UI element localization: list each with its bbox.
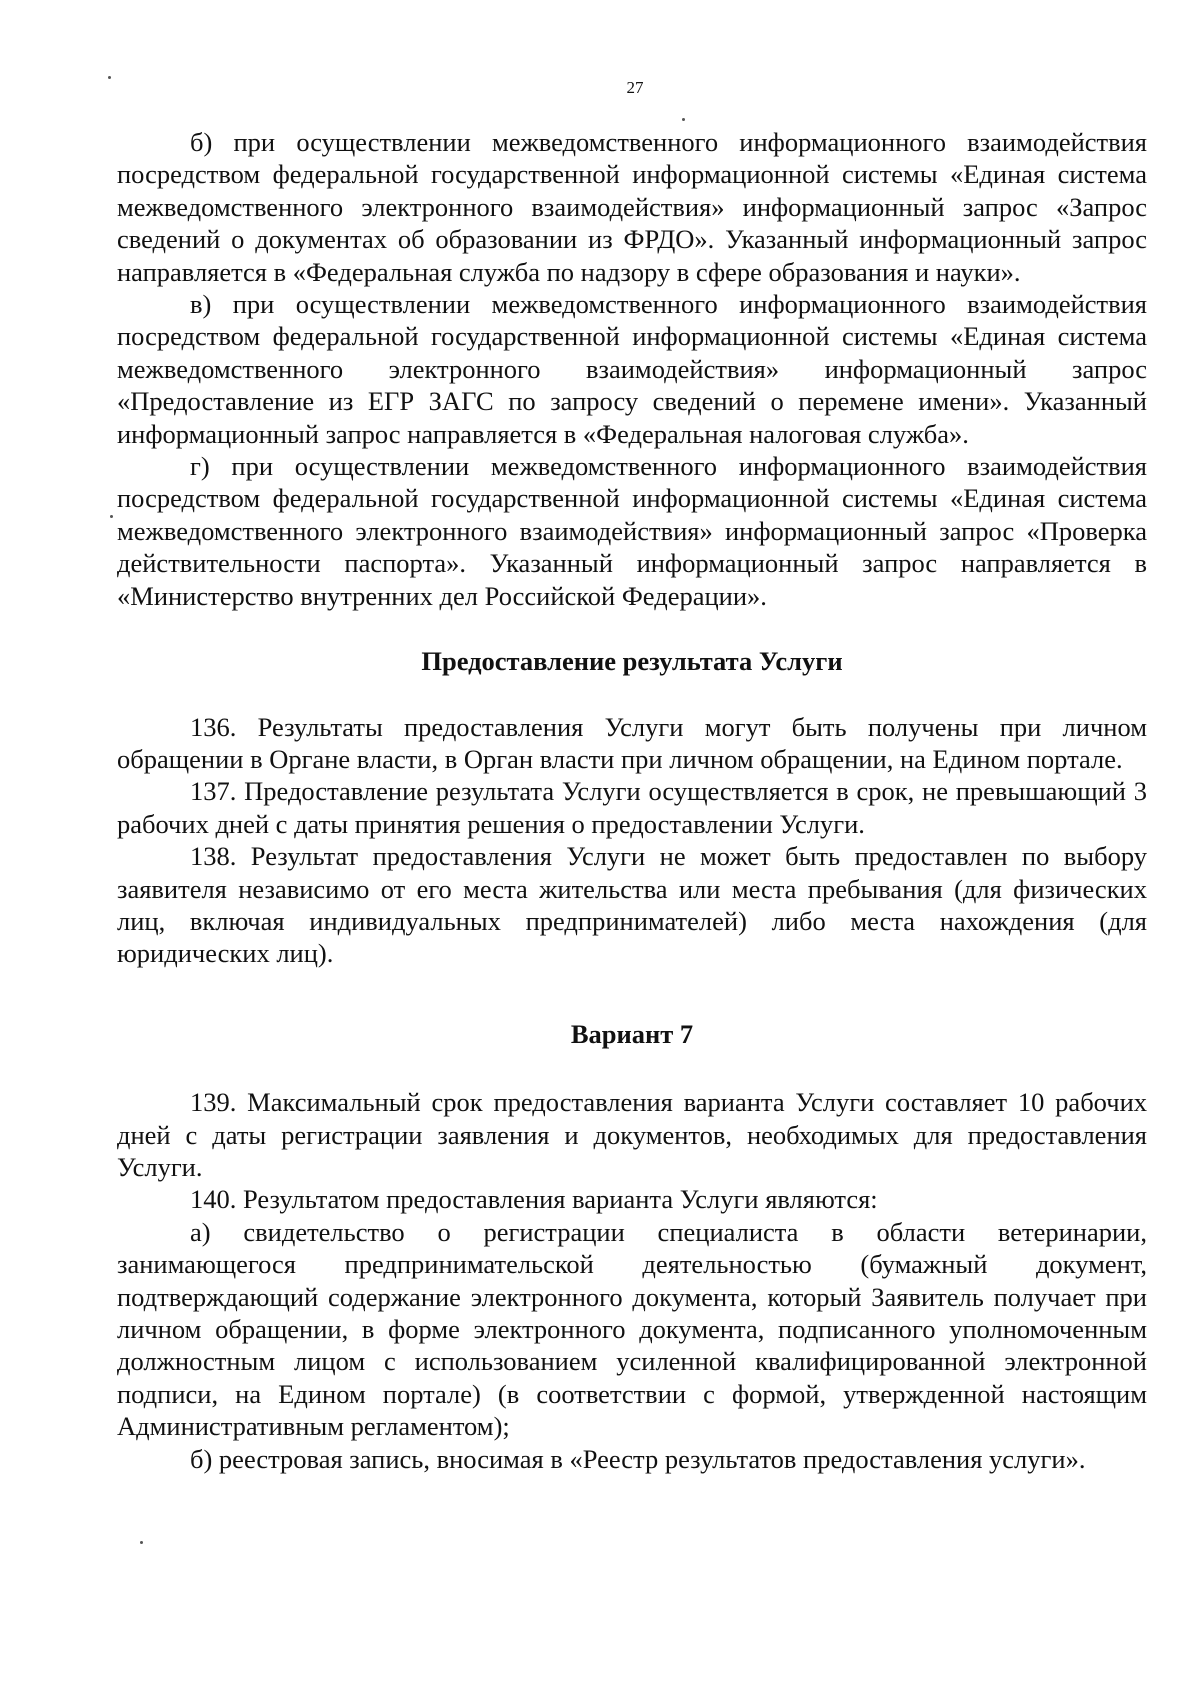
paragraph-140: 140. Результатом предоставления варианта Услуги являются:	[190, 1184, 878, 1215]
section-heading-result: Предоставление результата Услуги	[421, 646, 843, 677]
scan-speck	[110, 515, 113, 518]
document-body	[117, 126, 1147, 1475]
paragraph-139: 139. Максимальный срок предоставления варианта Услуги составляет 10 рабочих дней с даты регистрации заявления и документов, необходимых для предоставления Услуги.	[117, 1087, 1147, 1182]
paragraph-g: г) при осуществлении межведомственного информационного взаимодействия посредством федеральной государственной информационной системы «Единая система межведомственного электронного взаимодействия» информационный запрос «Проверка действительности паспорта». Указанный информационный запрос направляется в «Министерство внутренних дел Российской Федерации».	[117, 451, 1147, 611]
scan-speck	[682, 118, 685, 121]
paragraph-b: б) при осуществлении межведомственного информационного взаимодействия посредством федеральной государственной информационной системы «Единая система межведомственного электронного взаимодействия» информационный запрос «Запрос сведений о документах об образовании из ФРДО». Указанный информационный запрос направляется в «Федеральная служба по надзору в сфере образования и науки».	[117, 127, 1147, 287]
paragraph-136: 136. Результаты предоставления Услуги могут быть получены при личном обращении в Органе власти, в Орган власти при личном обращении, на Едином портале.	[117, 711, 1147, 774]
paragraph-140-b: б) реестровая запись, вносимая в «Реестр результатов предоставления услуги».	[190, 1443, 1086, 1474]
paragraph-140-a: а) свидетельство о регистрации специалиста в области ветеринарии, занимающегося предпринимательской деятельностью (бумажный документ, подтверждающий содержание электронного документа, который Заявитель получает при личном обращении, в форме электронного документа, подписанного уполномоченным должностным лицом с использованием усиленной квалифицированной электронной подписи, на Едином портале) (в соответствии с формой, утвержденной настоящим Административным регламентом);	[117, 1216, 1147, 1442]
page-number: 27	[626, 78, 644, 97]
paragraph-v: в) при осуществлении межведомственного информационного взаимодействия посредством федеральной государственной информационной системы «Единая система межведомственного электронного взаимодействия» информационный запрос «Предоставление из ЕГР ЗАГС по запросу сведений о перемене имени». Указанный информационный запрос направляется в «Федеральная налоговая служба».	[117, 289, 1147, 449]
scan-speck	[108, 76, 111, 79]
paragraph-137: 137. Предоставление результата Услуги осуществляется в срок, не превышающий 3 рабочих дней с даты принятия решения о предоставлении Услуги.	[117, 776, 1147, 839]
scan-speck	[140, 1541, 143, 1544]
paragraph-138: 138. Результат предоставления Услуги не может быть предоставлен по выбору заявителя независимо от его места жительства или места пребывания (для физических лиц, включая индивидуальных предпринимателей) либо места нахождения (для юридических лиц).	[117, 841, 1147, 969]
section-heading-variant: Вариант 7	[570, 1018, 694, 1049]
